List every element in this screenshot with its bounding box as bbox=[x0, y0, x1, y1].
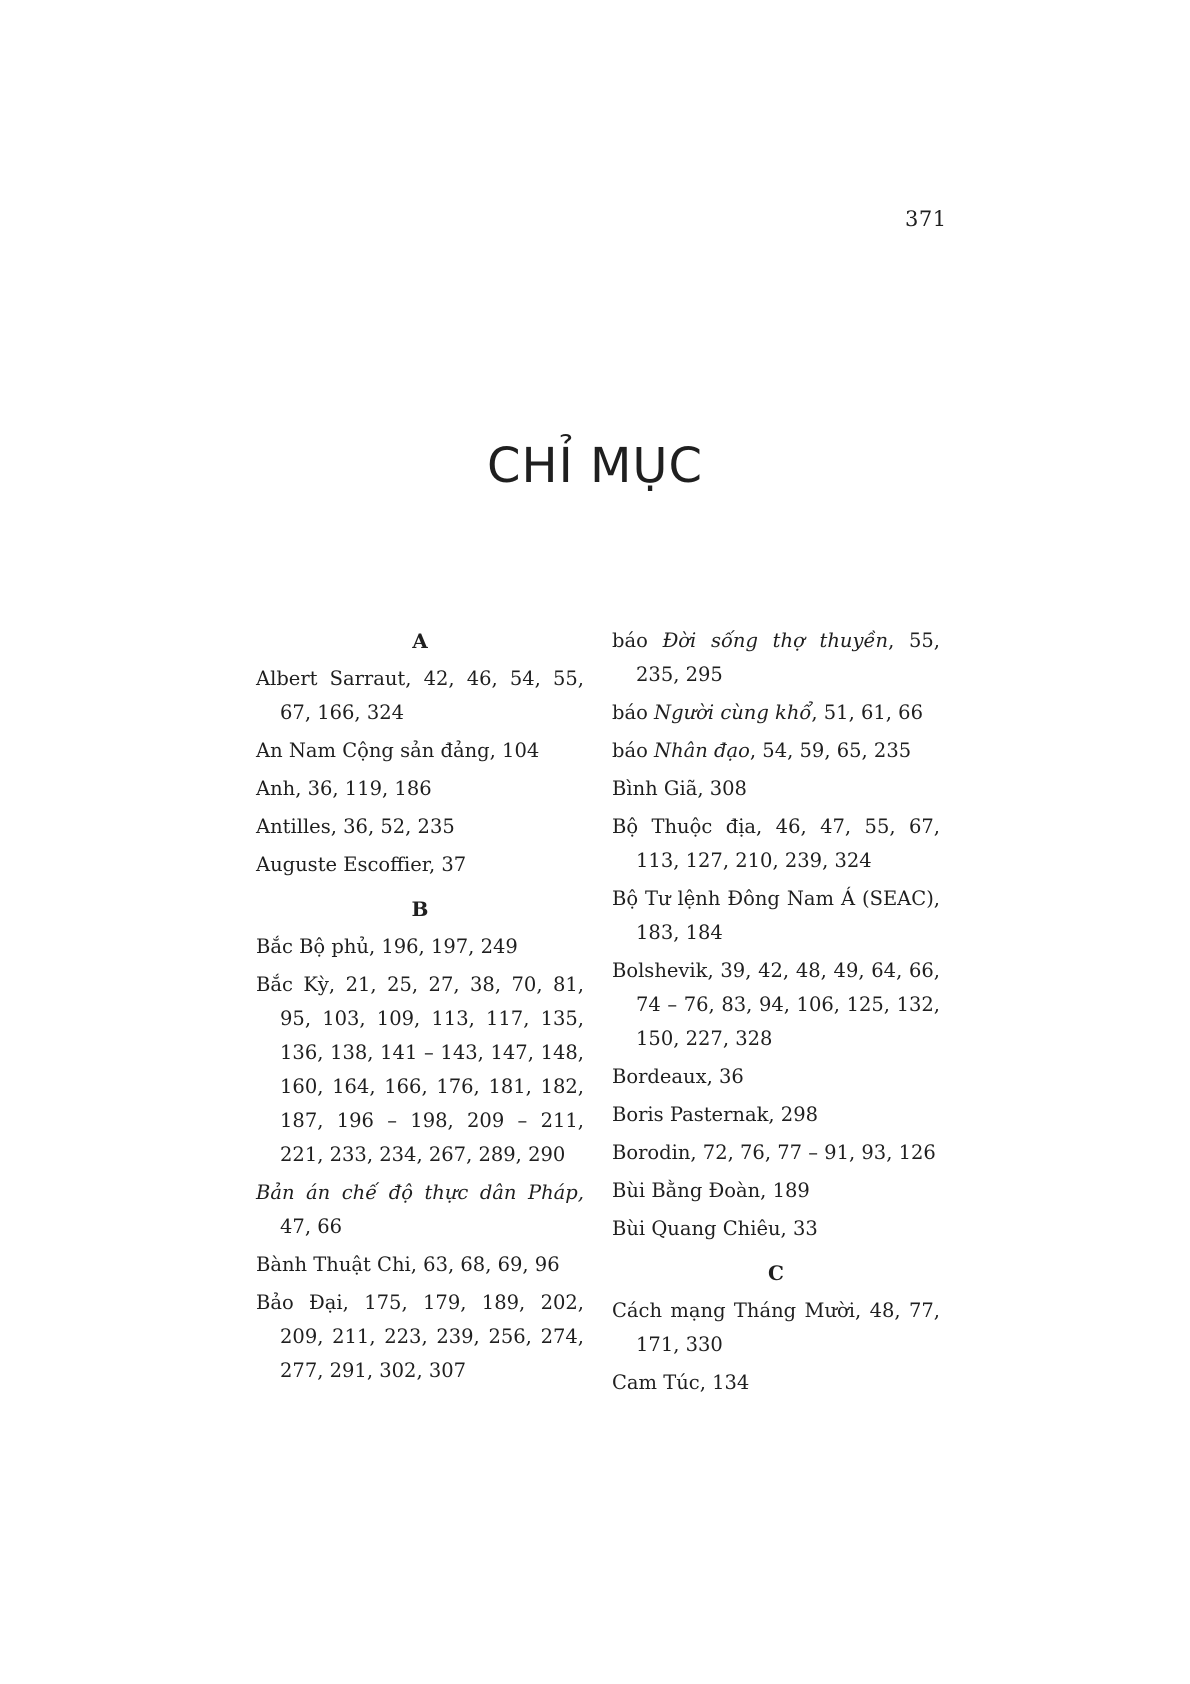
entry-text: Cam Túc, 134 bbox=[612, 1371, 750, 1394]
index-entry bbox=[612, 772, 940, 806]
index-entry bbox=[256, 1176, 584, 1244]
entry-text: Antilles, 36, 52, 235 bbox=[256, 815, 455, 838]
index-entry bbox=[256, 1286, 584, 1388]
entry-text: Cách mạng Tháng Mười, 48, 77, 171, 330 bbox=[612, 1299, 940, 1356]
entry-text: báo bbox=[612, 701, 655, 724]
index-entry bbox=[612, 1366, 940, 1400]
index-entry bbox=[256, 662, 584, 730]
index-entry bbox=[256, 968, 584, 1172]
index-entry bbox=[612, 734, 940, 768]
index-column-right bbox=[612, 624, 940, 1404]
entry-title-italic: Nhân đạo bbox=[654, 739, 750, 762]
index-entry bbox=[256, 848, 584, 882]
letter-heading: B bbox=[411, 897, 429, 921]
entry-text: , 54, 59, 65, 235 bbox=[749, 739, 912, 762]
entry-text: Bùi Bằng Đoàn, 189 bbox=[612, 1179, 810, 1202]
entry-text: báo bbox=[612, 629, 663, 652]
index-entry bbox=[612, 1294, 940, 1362]
entry-text: Auguste Escoffier, 37 bbox=[256, 853, 467, 876]
letter-heading: A bbox=[412, 629, 428, 653]
index-entry bbox=[256, 1248, 584, 1282]
index-entry bbox=[612, 696, 940, 730]
entry-text: , 51, 61, 66 bbox=[811, 701, 923, 724]
entry-text: , 55, 235, 295 bbox=[636, 629, 940, 686]
entry-text: 47, 66 bbox=[280, 1215, 343, 1238]
entry-text: Borodin, 72, 76, 77 – 91, 93, 126 bbox=[612, 1141, 936, 1164]
entry-title-italic: Bản án chế độ thực dân Pháp, bbox=[256, 1181, 584, 1204]
entry-text: Boris Pasternak, 298 bbox=[612, 1103, 819, 1126]
entry-text: Albert Sarraut, 42, 46, 54, 55, 67, 166, 324 bbox=[256, 667, 584, 724]
index-entry bbox=[256, 930, 584, 964]
entry-text: Bắc Bộ phủ, 196, 197, 249 bbox=[256, 935, 518, 958]
entry-text: Bordeaux, 36 bbox=[612, 1065, 744, 1088]
index-entry bbox=[612, 882, 940, 950]
entry-text: Bộ Thuộc địa, 46, 47, 55, 67, 113, 127, 210, 239, 324 bbox=[612, 815, 940, 872]
index-entry bbox=[612, 1098, 940, 1132]
index-entry bbox=[256, 734, 584, 768]
page-number: 371 bbox=[905, 207, 947, 231]
entry-text: Bolshevik, 39, 42, 48, 49, 64, 66, 74 – 76, 83, 94, 106, 125, 132, 150, 227, 328 bbox=[612, 959, 940, 1050]
index-entry bbox=[256, 772, 584, 806]
index-entry bbox=[612, 954, 940, 1056]
index-entry bbox=[612, 1136, 940, 1170]
entry-text: Anh, 36, 119, 186 bbox=[256, 777, 432, 800]
entry-text: Bình Giã, 308 bbox=[612, 777, 747, 800]
entry-text: Bắc Kỳ, 21, 25, 27, 38, 70, 81, 95, 103, 109, 113, 117, 135, 136, 138, 141 – 143, 147, 148, 160, 164, 166, 176, 181, 182, 187, 196 – 198, 209 – 211, 221, 233, 234, 267, 289, 290 bbox=[256, 973, 584, 1166]
entry-title-italic: Đời sống thợ thuyền bbox=[662, 629, 889, 652]
entry-text: Bành Thuật Chi, 63, 68, 69, 96 bbox=[256, 1253, 560, 1276]
letter-heading: C bbox=[768, 1261, 784, 1285]
index-entry bbox=[256, 810, 584, 844]
page-title: CHỈ MỤC bbox=[486, 438, 704, 494]
index-entry bbox=[612, 624, 940, 692]
index-entry bbox=[612, 1212, 940, 1246]
entry-text: Bùi Quang Chiêu, 33 bbox=[612, 1217, 818, 1240]
index-column-left bbox=[256, 624, 584, 1392]
index-entry bbox=[612, 1174, 940, 1208]
index-entry bbox=[612, 1060, 940, 1094]
entry-text: An Nam Cộng sản đảng, 104 bbox=[256, 739, 540, 762]
entry-title-italic: Người cùng khổ bbox=[654, 701, 812, 724]
entry-text: báo bbox=[612, 739, 655, 762]
entry-text: Bảo Đại, 175, 179, 189, 202, 209, 211, 223, 239, 256, 274, 277, 291, 302, 307 bbox=[256, 1291, 584, 1382]
index-entry bbox=[612, 810, 940, 878]
entry-text: Bộ Tư lệnh Đông Nam Á (SEAC), 183, 184 bbox=[612, 887, 940, 944]
